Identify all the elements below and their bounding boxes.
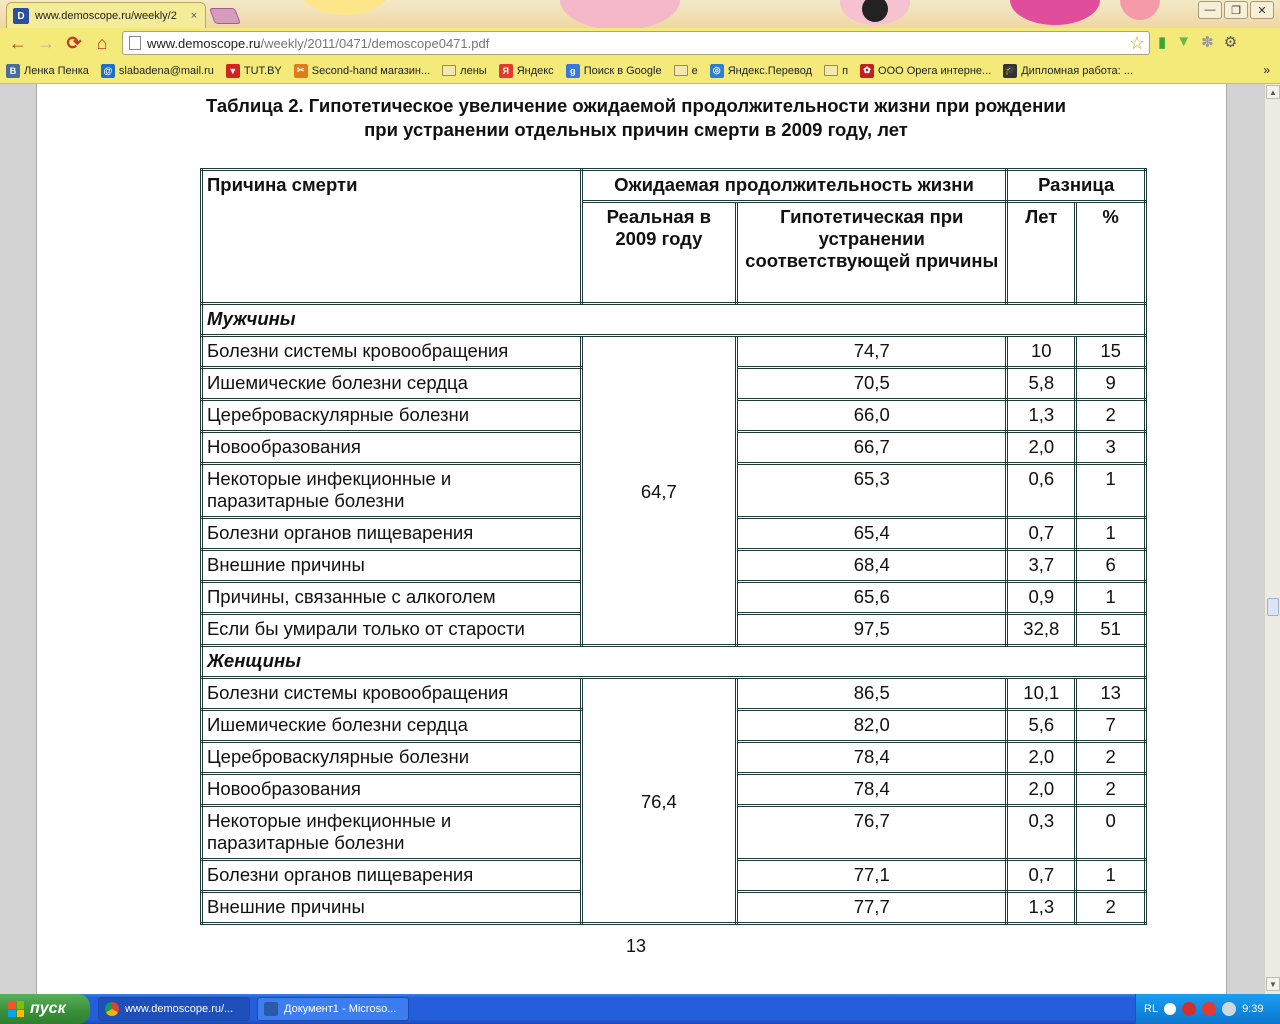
percent-cell: 2	[1076, 892, 1146, 924]
years-cell: 2,0	[1007, 742, 1076, 774]
bookmark-label: Дипломная работа: ...	[1021, 64, 1133, 77]
cause-cell: Внешние причины	[202, 892, 582, 924]
taskbar-item-word[interactable]	[257, 997, 409, 1021]
section-label-women: Женщины	[202, 646, 1146, 678]
taskbar-item-label: www.demoscope.ru/...	[125, 1003, 234, 1015]
bookmark-label: Second-hand магазин...	[311, 64, 431, 77]
bookmark-label: TUT.BY	[243, 64, 282, 77]
language-indicator[interactable]: RL	[1144, 1003, 1159, 1015]
hypothetical-cell: 66,0	[737, 400, 1007, 432]
bookmark-label: е	[691, 64, 698, 77]
cause-cell: Цереброваскулярные болезни	[202, 400, 582, 432]
cause-cell: Если бы умирали только от старости	[202, 614, 582, 646]
url-host: www.demoscope.ru	[147, 35, 261, 51]
percent-cell: 1	[1076, 464, 1146, 518]
bookmark-item[interactable]	[710, 64, 812, 78]
years-cell: 1,3	[1007, 400, 1076, 432]
bookmark-label: ООО Орега интерне...	[878, 64, 992, 77]
extension-icons	[1158, 33, 1237, 51]
cause-cell: Цереброваскулярные болезни	[202, 742, 582, 774]
header-percent: %	[1076, 202, 1146, 304]
pdf-viewport	[0, 84, 1264, 994]
scrollbar-thumb[interactable]	[1267, 598, 1279, 616]
percent-cell: 1	[1076, 582, 1146, 614]
theme-flower-decoration	[300, 0, 390, 15]
theme-flower-decoration	[1120, 0, 1160, 20]
hypothetical-cell: 97,5	[737, 614, 1007, 646]
bookmark-item[interactable]	[566, 64, 662, 78]
acrobat-tray-icon[interactable]	[1182, 1002, 1196, 1016]
percent-cell: 3	[1076, 432, 1146, 464]
header-cause: Причина смерти	[202, 170, 582, 304]
cause-cell: Некоторые инфекционные и паразитарные болезни	[202, 464, 582, 518]
percent-cell: 2	[1076, 400, 1146, 432]
cause-cell: Ишемические болезни сердца	[202, 368, 582, 400]
secondhand-icon: ✂	[294, 64, 308, 78]
wrench-menu-icon[interactable]: ⚙	[1223, 34, 1238, 51]
cause-cell: Новообразования	[202, 774, 582, 806]
taskbar-item-browser[interactable]	[98, 997, 250, 1021]
percent-cell: 9	[1076, 368, 1146, 400]
header-years: Лет	[1007, 202, 1076, 304]
hypothetical-cell: 78,4	[737, 742, 1007, 774]
bookmark-label: slabadena@mail.ru	[118, 64, 214, 77]
bookmark-item[interactable]	[6, 64, 89, 78]
taskbar-item-label: Документ1 - Microso...	[284, 1003, 397, 1015]
cause-cell: Внешние причины	[202, 550, 582, 582]
bookmark-item[interactable]	[824, 65, 848, 77]
cause-cell: Ишемические болезни сердца	[202, 710, 582, 742]
percent-cell: 6	[1076, 550, 1146, 582]
header-real: Реальная в 2009 году	[581, 202, 737, 304]
years-cell: 0,6	[1007, 464, 1076, 518]
bookmark-item[interactable]	[101, 64, 214, 78]
tab-close-icon[interactable]: ×	[190, 10, 198, 22]
hypothetical-cell: 70,5	[737, 368, 1007, 400]
section-row	[202, 646, 1146, 678]
google-icon: g	[566, 64, 580, 78]
years-cell: 0,7	[1007, 518, 1076, 550]
section-row	[202, 304, 1146, 336]
translate-icon: ◎	[710, 64, 724, 78]
percent-cell: 51	[1076, 614, 1146, 646]
bookmark-label: Яндекс	[516, 64, 554, 77]
bookmarks-overflow-icon[interactable]: »	[1263, 63, 1270, 77]
table-title-line-2: при устранении отдельных причин смерти в 2009 году, лет	[364, 119, 908, 140]
bookmark-item[interactable]	[294, 64, 430, 78]
table-title	[0, 94, 1264, 142]
tab-title: www.demoscope.ru/weekly/2	[35, 10, 177, 22]
percent-cell: 2	[1076, 742, 1146, 774]
scroll-down-icon[interactable]: ▼	[1266, 977, 1280, 991]
close-window-button[interactable]: ✕	[1250, 1, 1274, 19]
signal-extension-icon[interactable]: ▮	[1158, 34, 1167, 51]
percent-cell: 13	[1076, 678, 1146, 710]
table-title-line-1: Таблица 2. Гипотетическое увеличение ожидаемой продолжительности жизни при рождении	[205, 95, 1066, 116]
hypothetical-cell: 78,4	[737, 774, 1007, 806]
cause-cell: Новообразования	[202, 432, 582, 464]
percent-cell: 1	[1076, 518, 1146, 550]
folder-icon	[442, 65, 456, 76]
years-cell: 10,1	[1007, 678, 1076, 710]
years-cell: 5,8	[1007, 368, 1076, 400]
vertical-scrollbar[interactable]	[1264, 84, 1280, 994]
folder-icon	[674, 65, 688, 76]
restore-button[interactable]: ❐	[1224, 1, 1248, 19]
bookmark-label: Ленка Пенка	[24, 64, 89, 77]
bookmark-item[interactable]	[860, 64, 991, 78]
header-expected: Ожидаемая продолжительность жизни	[581, 170, 1007, 202]
bookmark-star-icon[interactable]: ☆	[1128, 33, 1145, 53]
antivirus-tray-icon[interactable]	[1202, 1002, 1216, 1016]
table-row	[202, 678, 1146, 710]
cause-cell: Причины, связанные с алкоголем	[202, 582, 582, 614]
header-hypothetical: Гипотетическая при устранении соответствующей причины	[737, 202, 1007, 304]
hypothetical-cell: 68,4	[737, 550, 1007, 582]
percent-cell: 1	[1076, 860, 1146, 892]
forward-button[interactable]: →	[37, 32, 55, 53]
years-cell: 3,7	[1007, 550, 1076, 582]
minimize-button[interactable]: —	[1198, 1, 1222, 19]
cause-cell: Некоторые инфекционные и паразитарные болезни	[202, 806, 582, 860]
reload-button[interactable]: ⟳	[66, 32, 82, 53]
address-bar[interactable]	[122, 31, 1150, 55]
header-difference: Разница	[1007, 170, 1146, 202]
theme-flower-decoration	[560, 0, 680, 28]
orega-icon: ✿	[860, 64, 874, 78]
cause-cell: Болезни органов пищеварения	[202, 518, 582, 550]
real-value-cell: 64,7	[581, 336, 737, 646]
years-cell: 0,7	[1007, 860, 1076, 892]
window-controls	[1198, 1, 1274, 19]
theme-flower-decoration	[1010, 0, 1100, 25]
years-cell: 5,6	[1007, 710, 1076, 742]
bookmark-label: лены	[460, 64, 487, 77]
hypothetical-cell: 82,0	[737, 710, 1007, 742]
page-icon	[129, 36, 141, 50]
hypothetical-cell: 76,7	[737, 806, 1007, 860]
tutby-icon: ▼	[226, 64, 240, 78]
bookmark-label: Поиск в Google	[583, 64, 662, 77]
years-cell: 0,3	[1007, 806, 1076, 860]
url-path: /weekly/2011/0471/demoscope0471.pdf	[260, 35, 490, 51]
hypothetical-cell: 74,7	[737, 336, 1007, 368]
demoscope-favicon-icon: D	[13, 8, 29, 24]
word-icon	[264, 1002, 278, 1016]
cause-cell: Болезни системы кровообращения	[202, 678, 582, 710]
years-cell: 2,0	[1007, 432, 1076, 464]
hypothetical-cell: 66,7	[737, 432, 1007, 464]
start-button[interactable]	[0, 994, 90, 1024]
browser-tab[interactable]	[6, 2, 206, 28]
cause-cell: Болезни системы кровообращения	[202, 336, 582, 368]
system-tray	[1135, 994, 1280, 1024]
percent-cell: 2	[1076, 774, 1146, 806]
hypothetical-cell: 77,1	[737, 860, 1007, 892]
bookmark-item[interactable]	[226, 64, 282, 78]
chrome-icon	[105, 1002, 119, 1016]
section-label-men: Мужчины	[202, 304, 1146, 336]
years-cell: 32,8	[1007, 614, 1076, 646]
hypothetical-cell: 65,3	[737, 464, 1007, 518]
windows-logo-icon	[8, 1001, 24, 1017]
new-tab-button[interactable]	[209, 8, 241, 24]
hypothetical-cell: 65,4	[737, 518, 1007, 550]
back-button[interactable]: ←	[9, 32, 27, 53]
bookmark-item[interactable]	[442, 65, 487, 77]
cause-cell: Болезни органов пищеварения	[202, 860, 582, 892]
bookmark-item[interactable]	[674, 65, 698, 77]
hypothetical-cell: 86,5	[737, 678, 1007, 710]
bookmark-label: п	[842, 64, 849, 77]
percent-cell: 15	[1076, 336, 1146, 368]
tray-arrow-icon[interactable]	[1164, 1003, 1176, 1015]
bookmark-label: Яндекс.Перевод	[727, 64, 813, 77]
mail-icon: @	[101, 64, 115, 78]
clock: 9:39	[1242, 1003, 1264, 1015]
hypothetical-cell: 77,7	[737, 892, 1007, 924]
download-extension-icon[interactable]: ▼	[1176, 33, 1192, 50]
page-number: 13	[625, 936, 647, 956]
years-cell: 0,9	[1007, 582, 1076, 614]
browser-titlebar	[0, 0, 1280, 28]
browser-toolbar	[0, 28, 1280, 58]
percent-cell: 7	[1076, 710, 1146, 742]
years-cell: 1,3	[1007, 892, 1076, 924]
percent-cell: 0	[1076, 806, 1146, 860]
start-label: пуск	[30, 1000, 66, 1017]
real-value-cell: 76,4	[581, 678, 737, 924]
years-cell: 2,0	[1007, 774, 1076, 806]
bookmark-item[interactable]	[499, 64, 554, 78]
bookmarks-bar	[0, 58, 1280, 84]
volume-tray-icon[interactable]	[1222, 1002, 1236, 1016]
bookmark-item[interactable]	[1003, 64, 1133, 78]
vk-icon: В	[6, 64, 20, 78]
paw-extension-icon[interactable]: ✽	[1201, 34, 1214, 51]
folder-icon	[824, 65, 838, 76]
yandex-icon: Я	[499, 64, 513, 78]
life-expectancy-table	[200, 168, 1147, 925]
years-cell: 10	[1007, 336, 1076, 368]
hypothetical-cell: 65,6	[737, 582, 1007, 614]
home-button[interactable]: ⌂	[96, 32, 108, 53]
taskbar	[0, 994, 1280, 1024]
table-row	[202, 336, 1146, 368]
graduation-icon: 🎓	[1003, 64, 1017, 78]
scroll-up-icon[interactable]: ▲	[1266, 85, 1280, 99]
